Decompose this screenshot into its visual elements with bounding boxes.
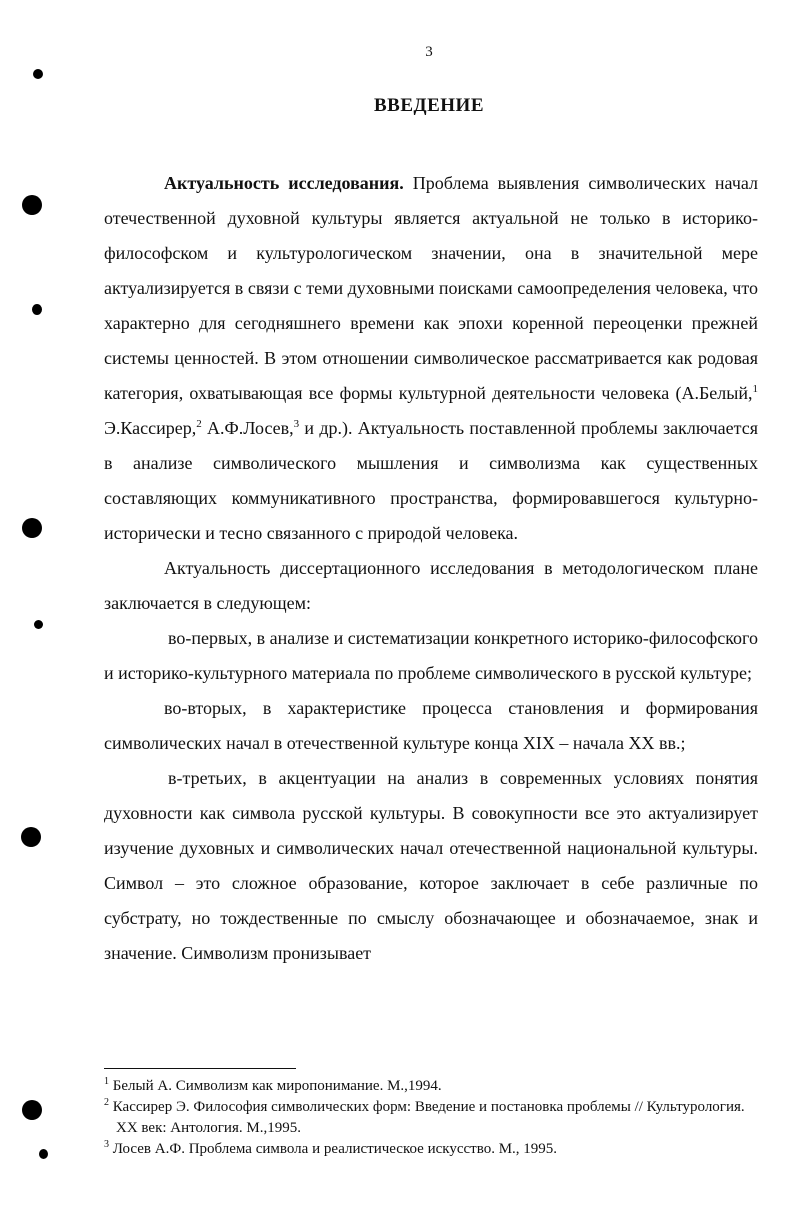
page-number: 3 <box>425 44 433 60</box>
binding-hole-mark <box>34 620 43 629</box>
footnote-mark: 3 <box>104 1139 109 1150</box>
footnote-ref: 1 <box>752 383 758 395</box>
paragraph-text: А.Ф.Лосев, <box>201 418 294 438</box>
binding-hole-mark <box>32 304 42 315</box>
paragraph-text: и др.). Актуальность поставленной проблемы заключается в анализе символического мышления и символизма как существенных составляющих коммуникативного пространства, формировавшегося культурно-исторически и тесно связанного с природой человека. <box>104 418 759 543</box>
footnote-ref: 3 <box>293 418 300 430</box>
paragraph-text: Э.Кассирер, <box>104 418 197 438</box>
list-item-second: во-вторых, в характеристике процесса становления и формирования символических начал в отечественной культуре конца XIX – начала XX вв.; <box>104 698 758 753</box>
binding-hole-mark <box>22 518 42 538</box>
footnote-text: Белый А. Символизм как миропонимание. М.,1994. <box>109 1078 442 1094</box>
list-item-first: во-первых, в анализе и систематизации конкретного историко-философского и историко-культурного материала по проблеме символического в русской культуре; <box>104 628 758 683</box>
relevance-lead: Актуальность исследования. <box>164 173 404 193</box>
footnote <box>104 1139 758 1160</box>
binding-hole-mark <box>22 195 42 215</box>
page-title: ВВЕДЕНИЕ <box>374 95 484 116</box>
footnote <box>104 1076 758 1097</box>
paragraph-relevance <box>104 166 758 551</box>
footnote <box>104 1097 758 1139</box>
binding-hole-mark <box>39 1149 48 1159</box>
footnote-text: Кассирер Э. Философия символических форм: Введение и постановка проблемы // Культурология. XX век: Антология. М.,1995. <box>109 1099 745 1136</box>
footnote-mark: 2 <box>104 1097 109 1108</box>
main-text <box>104 166 758 971</box>
footnotes <box>104 1076 758 1160</box>
footnote-text: Лосев А.Ф. Проблема символа и реалистическое искусство. М., 1995. <box>109 1141 558 1157</box>
paragraph-text: Проблема выявления символических начал отечественной духовной культуры является актуальной не только в историко-философском и культурологическом значении, она в значительной мере актуализируется в связи с теми духовными поисками самоопределения человека, что характерно для сегодняшнего времени как эпохи коренной переоценки прежней системы ценностей. В этом отношении символическое рассматривается как родовая категория, охватывающая все формы культурной деятельности человека (А.Белый, <box>104 173 759 403</box>
list-item-third: в-третьих, в акцентуации на анализ в современных условиях понятия духовности как символа русской культуры. В совокупности все это актуализирует изучение духовных и символических начал отечественной национальной культуры. Символ – это сложное образование, которое заключает в себе различные по субстрату, но тождественные по смыслу обозначающее и обозначаемое, знак и значение. Символизм пронизывает <box>104 768 758 963</box>
binding-hole-mark <box>33 69 43 79</box>
footnote-separator <box>104 1068 296 1069</box>
footnote-ref: 2 <box>196 418 202 430</box>
footnote-mark: 1 <box>104 1076 109 1087</box>
paragraph-methodology: Актуальность диссертационного исследования в методологическом плане заключается в следующем: <box>104 558 758 613</box>
binding-hole-mark <box>21 827 41 847</box>
binding-hole-mark <box>22 1100 42 1120</box>
